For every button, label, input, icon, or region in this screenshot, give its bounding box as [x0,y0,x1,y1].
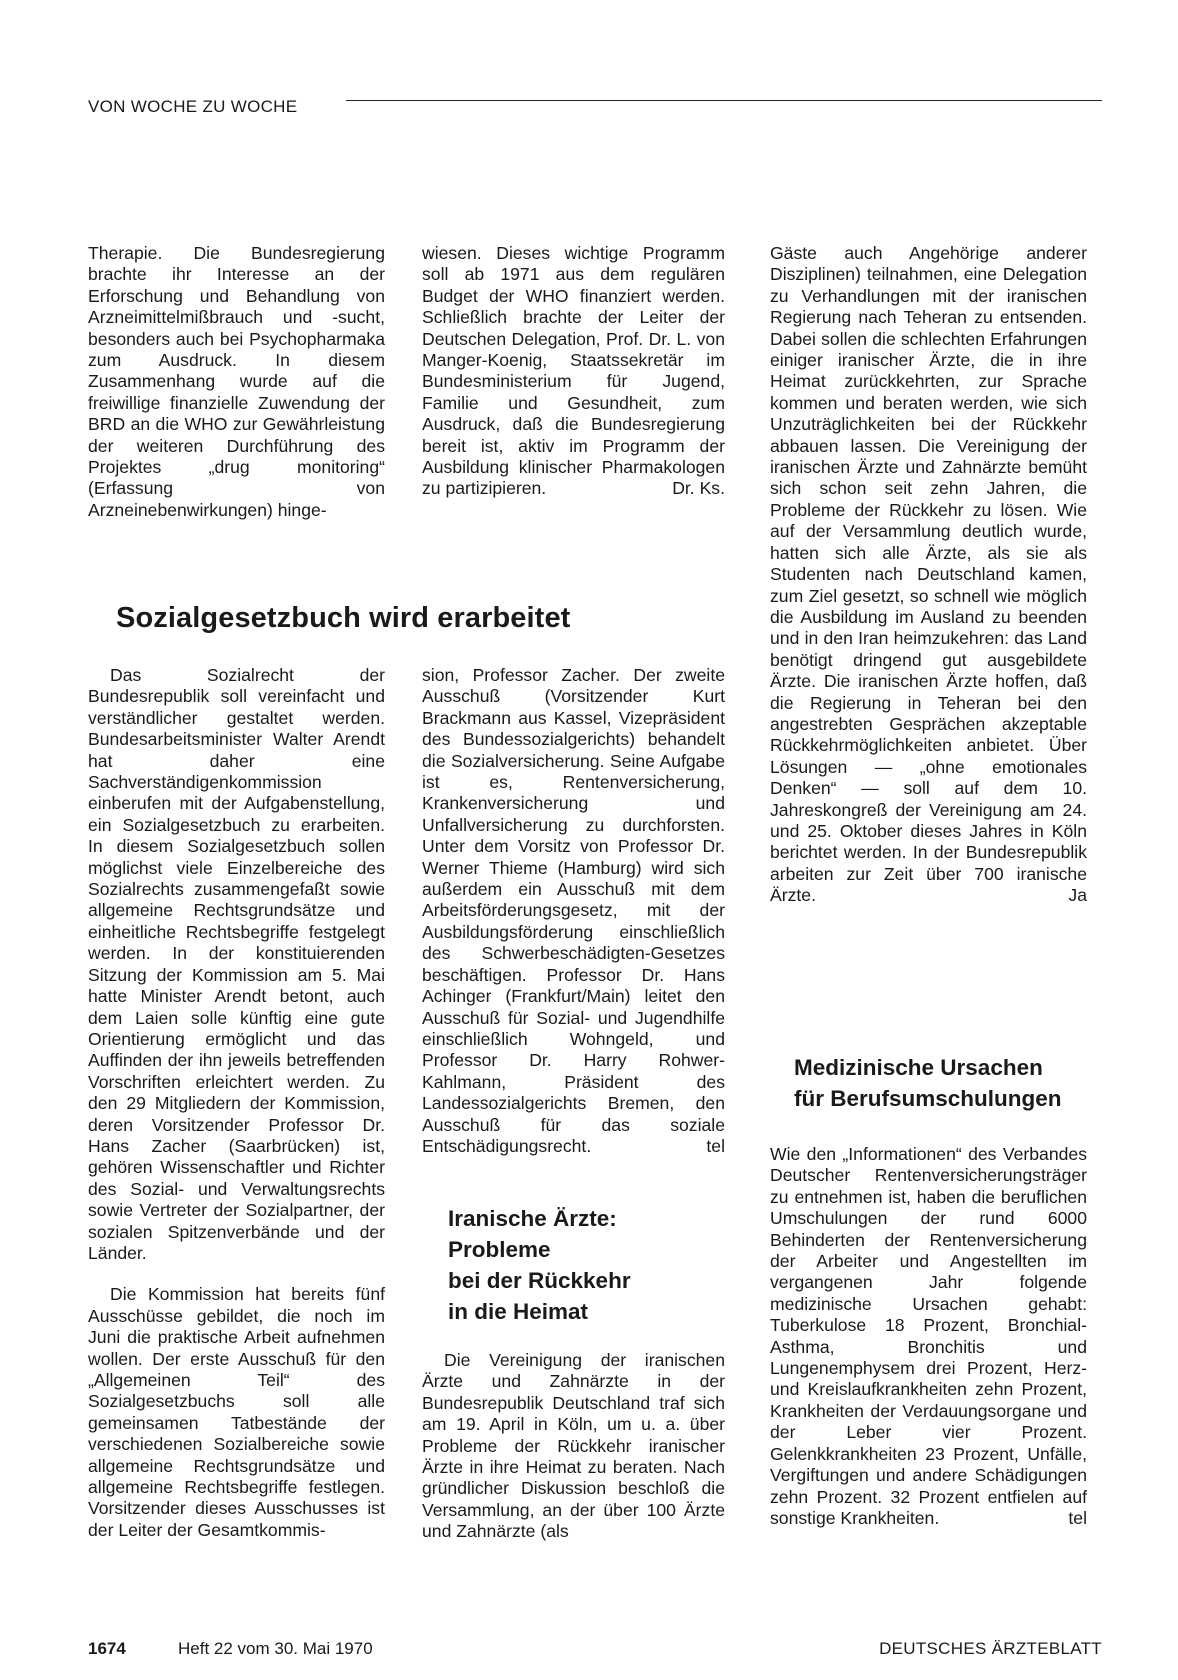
article3-title-line3: bei der Rückkehr [448,1268,631,1293]
article4-column3 [770,1144,1087,1529]
article3-text-col3: Gäste auch Angehörige anderer Disziplinen) teilnahmen, eine Delegation zu Verhandlungen mit der iranischen Regierung nach Teheran zu entsenden. Dabei sollen die schlechten Erfahrungen einiger iranischer Ärzte, die in ihre Heimat zurückkehrten, zur Sprache kommen und beraten werden, wie sich Unzuträglichkeiten bei der Rückkehr abbauen lassen. Die Vereinigung der iranischen Ärzte und Zahnärzte bemüht sich schon seit zehn Jahren, die Probleme der Rückkehr zu lösen. Wie auf der Versammlung deutlich wurde, hatten sich alle Ärzte, als sie als Studenten nach Deutschland kamen, zum Ziel gesetzt, so schnell wie möglich die Ausbildung im Ausland zu beenden und in den Iran heimzukehren: das Land benötigt dringend gut ausgebildete Ärzte. Die iranischen Ärzte hoffen, daß die Regierung in Teheran bei den angestrebten Gesprächen akzeptable Rückkehrmöglichkeiten anbietet. Über Lösungen — „ohne emotionales Denken“ — soll auf dem 10. Jahreskongreß der Vereinigung am 24. und 25. Oktober dieses Jahres in Köln berichtet werden. In der Bundesrepublik arbeiten zur Zeit über 700 iranische Ärzte. [770,243,1087,906]
article3-column2 [422,1350,725,1543]
article4-signature: tel [1068,1507,1087,1528]
article3-title-line1: Iranische Ärzte: [448,1206,617,1231]
article3-signature: Ja [1068,885,1087,906]
article4-title-line2: für Berufsumschulungen [794,1086,1062,1111]
article2-title: Sozialgesetzbuch wird erarbeitet [116,602,571,634]
footer-page-number: 1674 [88,1639,126,1658]
article4-title [794,1052,1062,1114]
article3-title-line4: in die Heimat [448,1299,589,1324]
article3-column3 [770,243,1087,907]
article1-text-col1: Therapie. Die Bundesregierung brachte ihr Interesse an der Erforschung und Behandlung von Arzneimittelmißbrauch und -sucht, besonders auch bei Psychopharmaka zum Ausdruck. In diesem Zusammenhang wurde auf die freiwillige finanzielle Zuwendung der BRD an die WHO zur Gewährleistung der weiteren Durchführung des Projektes „drug monitoring“ (Erfassung von Arzneinebenwirkungen) hinge- [88,243,385,520]
article2-text-col2: sion, Professor Zacher. Der zweite Ausschuß (Vorsitzender Kurt Brackmann aus Kassel, Vizepräsident des Bundessozialgerichts) behandelt die Sozialversicherung. Seine Aufgabe ist es, Rentenversicherung, Krankenversicherung und Unfallversicherung zu durchforsten. Unter dem Vorsitz von Professor Dr. Werner Thieme (Hamburg) wird sich außerdem ein Ausschuß mit dem Arbeitsförderungsgesetz, mit der Ausbildungsförderung einschließlich des Schwerbeschädigten-Gesetzes beschäftigen. Professor Dr. Hans Achinger (Frankfurt/Main) leitet den Ausschuß für Sozial- und Jugendhilfe einschließlich Wohngeld, und Professor Dr. Harry Rohwer-Kahlmann, Präsident des Landessozialgerichts Bremen, den Ausschuß für das soziale Entschädigungsrecht. [422,665,725,1156]
article3-title-line2: Probleme [448,1237,551,1262]
article2-signature: tel [706,1135,725,1156]
article3-title [448,1203,631,1327]
footer-issue: Heft 22 vom 30. Mai 1970 [178,1639,373,1658]
article2-column2 [422,665,725,1157]
header-rule [346,100,1102,101]
article2-paragraph1: Das Sozialrecht der Bundesrepublik soll vereinfacht und verständlicher gestaltet werden. Bundesarbeitsminister Walter Arendt hat daher eine Sachverständigenkommission einberufen mit der Aufgabenstellung, ein Sozialgesetzbuch zu erarbeiten. In diesem Sozialgesetzbuch sollen möglichst viele Einzelbereiche des Sozialrechts zusammengefaßt sowie allgemeine Rechtsgrundsätze und einheitliche Rechtsbegriffe festgelegt werden. In der konstituierenden Sitzung der Kommission am 5. Mai hatte Minister Arendt betont, auch dem Laien solle künftig eine gute Orientierung ermöglicht und das Auffinden der ihn jeweils betreffenden Vorschriften erleichtert werden. Zu den 29 Mitgliedern der Kommission, deren Vorsitzender Professor Dr. Hans Zacher (Saarbrücken) ist, gehören Wissenschaftler und Richter des Sozial- und Verwaltungsrechts sowie Vertreter der Sozialpartner, der sozialen Spitzenverbände und der Länder. [88,665,385,1263]
article1-column1 [88,243,385,521]
article4-text: Wie den „Informationen“ des Verbandes Deutscher Rentenversicherungsträger zu entnehmen ist, haben die beruflichen Umschulungen der rund 6000 Behinderten der Rentenversicherung der Arbeiter und Angestellten im vergangenen Jahr folgende medizinische Ursachen gehabt: Tuberkulose 18 Prozent, Bronchial-Asthma, Bronchitis und Lungenemphysem drei Prozent, Herz- und Kreislaufkrankheiten zehn Prozent, Krankheiten der Verdauungsorgane und der Leber vier Prozent. Gelenkkrankheiten 23 Prozent, Unfälle, Vergiftungen und andere Schädigungen zehn Prozent. 32 Prozent entfielen auf sonstige Krankheiten. [770,1144,1087,1528]
article2-paragraph2: Die Kommission hat bereits fünf Ausschüsse gebildet, die noch im Juni die praktische Arbeit aufnehmen wollen. Der erste Ausschuß für den „Allgemeinen Teil“ des Sozialgesetzbuchs soll alle gemeinsamen Tatbestände der verschiedenen Sozialbereiche sowie allgemeine Rechtsgrundsätze und allgemeine Rechtsbegriffe festlegen. Vorsitzender dieses Ausschusses ist der Leiter der Gesamtkommis- [88,1284,385,1540]
article1-signature: Dr. Ks. [672,478,725,499]
footer-journal: DEUTSCHES ÄRZTEBLATT [879,1639,1102,1658]
article1-text-col2: wiesen. Dieses wichtige Programm soll ab 1971 aus dem regulären Budget der WHO finanziert werden. Schließlich brachte der Leiter der Deutschen Delegation, Prof. Dr. L. von Manger-Koenig, Staatssekretär im Bundesministerium für Jugend, Familie und Gesundheit, zum Ausdruck, daß die Bundesregierung bereit ist, aktiv im Programm der Ausbildung klinischer Pharmakologen zu partizipieren. [422,243,725,499]
article1-column2 [422,243,725,500]
article4-title-line1: Medizinische Ursachen [794,1055,1043,1080]
article2-column1 [88,665,385,1541]
section-label: VON WOCHE ZU WOCHE [88,97,298,116]
article3-text-col2: Die Vereinigung der iranischen Ärzte und Zahnärzte in der Bundesrepublik Deutschland traf sich am 19. April in Köln, um u. a. über Probleme der Rückkehr iranischer Ärzte in ihre Heimat zu beraten. Nach gründlicher Diskussion beschloß die Versammlung, an der über 100 Ärzte und Zahnärzte (als [422,1350,725,1542]
